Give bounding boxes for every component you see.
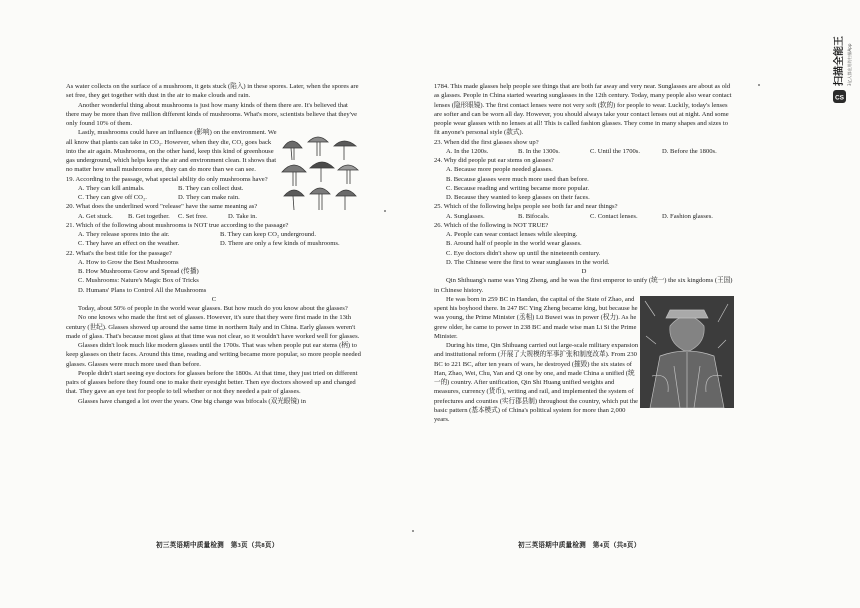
- option-c: C. Until the 1700s.: [590, 147, 641, 155]
- option-b: B. Because glasses were much more used than before.: [446, 175, 589, 183]
- option-a: A. They release spores into the air.: [78, 231, 170, 238]
- question-stem: 26. Which of the following is NOT TRUE?: [434, 221, 549, 229]
- option-b: B. How Mushrooms Grow and Spread (传播): [78, 268, 199, 275]
- glasses-para-1: Today, about 50% of people in the world wear glasses. But how much do you know about the glasses?: [78, 305, 348, 312]
- option-a: A. Sunglasses.: [446, 212, 485, 220]
- left-page: [66, 82, 362, 406]
- camscanner-logo: [822, 16, 856, 106]
- option-b: B. They can keep CO₂ underground.: [220, 231, 316, 238]
- mushroom-para-2: Another wonderful thing about mushrooms is just how many kinds of them there are. It's believed that there may be more than five million different kinds of mushrooms. What's more, scientists believe that they've only found 10% of them.: [66, 101, 358, 127]
- question-22: [66, 249, 362, 295]
- qin-para-3: During his time, Qin Shihuang carried out large-scale military expansion and institutional reform (开展了大规模的军事扩张和制度改革). From 230 BC to 221 BC, after ten years of wars, he destroyed (摧毁) the six states of Han, Zhao, Wei, Chu, Yan and Qi one by one, and made China a unified (统一的) country. After unification, Qin Shi Huang unified weights and measures, currency (货币), writing and rail, and implemented the system of prefectures and counties (实行郡县制) throughout the country, which put the basic pattern (基本模式) of China's political system for more than 2,000 years.: [434, 342, 639, 423]
- question-24: [434, 156, 734, 202]
- glasses-para-6: 1784. This made glasses help people see things that are both far away and very near. Sunglasses are about as old as glasses. People in China started wearing sunglasses in the 12th century. Today, many people also wear contact lenses (隐形眼镜). The first contact lenses were not very soft (软的) for people to wear. Luckily, today's lenses are softer and can be worn all day. However, you should always take your contact lenses out at night. And some people wear glasses with no lenses at all! This is called fashion glasses. They come in many shapes and sizes to fit anyone's personal style (款式).: [434, 83, 732, 137]
- option-d: D. The Chinese were the first to wear sunglasses in the world.: [446, 258, 610, 266]
- option-a: A. Because more people needed glasses.: [446, 166, 553, 174]
- option-b: B. Around half of people in the world wear glasses.: [446, 240, 582, 248]
- option-b: B. Get together.: [128, 212, 170, 220]
- glasses-para-3: Glasses didn't look much like modern glasses until the 1700s. That was when people put ear stems (柄) to keep glasses on their faces. Around this time, reading and writing became more popular, so more people needed glasses. Glasses were much more used than before.: [66, 342, 361, 368]
- mushroom-para-3: Lastly, mushrooms could have an influence (影响) on the environment. We all know that plants can take in CO₂. However, when they die, CO₂ goes back into the air again. Mushrooms, on the other hand, keep this kind of greenhouse gas underground, which helps keep the air and environment clean. It shows that no matter how small mushrooms are, they can do more than we can see.: [66, 129, 277, 174]
- option-d: D. Take in.: [228, 212, 258, 220]
- question-25: [434, 202, 734, 221]
- glasses-para-5: Glasses have changed a lot over the years. One big change was bifocals (双光眼镜) in: [78, 397, 306, 405]
- option-a: A. In the 1200s.: [446, 147, 489, 155]
- page-footer-right: 初三英语期中质量检测 第4页（共8页）: [518, 542, 641, 549]
- question-stem: 19. According to the passage, what special ability do only mushrooms have?: [66, 175, 268, 183]
- portrait-icon: [640, 296, 734, 408]
- option-d: D. Humans' Plans to Control All the Mushrooms: [78, 286, 207, 294]
- option-c: C. Contact lenses.: [590, 212, 638, 220]
- qin-shihuang-portrait: [640, 295, 734, 411]
- question-stem: 25. Which of the following helps people see both far and near things?: [434, 203, 618, 211]
- option-a: A. How to Grow the Best Mushrooms: [78, 258, 179, 266]
- mushroom-para-1: As water collects on the surface of a mushroom, it gets stuck (陷入) in these spores. Later, when the spores are set free, they get together with dust in the air to make clouds and rain.: [66, 83, 359, 100]
- glasses-para-2: No one knows who made the first set of glasses. However, it's sure that they were first made in the 13th century (世纪). Glasses showed up around the same time in northern Italy and in China. Early glasses weren't made of glass. That's because most glass at that time was not clear, so it wouldn't have worked well for glasses.: [66, 314, 360, 340]
- question-stem: 23. When did the first glasses show up?: [434, 138, 539, 146]
- logo-title: 扫描全能王: [834, 36, 845, 86]
- mushroom-illustration: [278, 128, 362, 215]
- option-b: B. Bifocals.: [518, 212, 550, 220]
- option-a: A. Get stuck.: [78, 212, 113, 220]
- question-stem: 24. Why did people put ear stems on glasses?: [434, 157, 554, 164]
- logo-subtitle: 3亿人都在用的扫描App: [847, 43, 852, 86]
- scan-speck: [412, 530, 414, 532]
- question-stem: 20. What does the underlined word "release" have the same meaning as?: [66, 203, 258, 211]
- option-b: B. In the 1300s.: [518, 147, 560, 155]
- option-d: D. Because they wanted to keep glasses on their faces.: [446, 194, 590, 201]
- qin-para-1: Qin Shihuang's name was Ying Zheng, and he was the first emperor to unify (统一) the six kingdoms (王国) in Chinese history.: [434, 277, 733, 294]
- option-a: A. They can kill animals.: [78, 184, 145, 192]
- section-heading-c: C: [211, 295, 217, 303]
- qin-para-2: He was born in 259 BC in Handan, the capital of the State of Zhao, and spent his boyhood there. In 247 BC Ying Zheng became king, but because he was young, the Prime Minister (丞相) Lü Buwei was in power (权力). As he grew older, he came to power in 238 BC and made wise man Li Si the Prime Minister.: [434, 295, 638, 340]
- question-21: [66, 221, 362, 249]
- option-d: D. Before the 1800s.: [662, 147, 717, 155]
- option-c: C. Eye doctors didn't show up until the nineteenth century.: [446, 249, 601, 257]
- mushroom-icon: [278, 130, 362, 212]
- option-c: C. Mushrooms: Nature's Magic Box of Tricks: [78, 277, 199, 285]
- scan-speck: [758, 84, 760, 86]
- scan-speck: [384, 210, 386, 212]
- option-c: C. Because reading and writing became more popular.: [446, 184, 589, 192]
- question-26: [434, 221, 734, 267]
- option-b: B. They can collect dust.: [178, 184, 244, 192]
- option-c: C. Set free.: [178, 212, 208, 220]
- option-d: D. There are only a few kinds of mushrooms.: [220, 240, 340, 248]
- question-stem: 21. Which of the following about mushrooms is NOT true according to the passage?: [66, 221, 289, 229]
- section-heading-d: D: [581, 268, 587, 275]
- glasses-para-4: People didn't start seeing eye doctors for glasses before the 1800s. At that time, they just tried on different pairs of glasses before they found one to make their eyesight better. Then eye doctors showed up and changed that. They gave an eye test for people to tell whether or not they needed a pair of glasses.: [66, 369, 358, 396]
- option-c: C. They have an effect on the weather.: [78, 240, 180, 248]
- option-c: C. They can give off CO₂.: [78, 194, 147, 201]
- question-23: [434, 138, 734, 157]
- page-footer-left: 初三英语期中质量检测 第3页（共8页）: [156, 542, 279, 549]
- question-stem: 22. What's the best title for the passage?: [66, 249, 172, 257]
- option-a: A. People can wear contact lenses while sleeping.: [446, 231, 578, 238]
- logo-badge-text: CS: [834, 94, 845, 102]
- option-d: D. Fashion glasses.: [662, 212, 713, 220]
- option-d: D. They can make rain.: [178, 194, 240, 201]
- right-page: [434, 82, 734, 424]
